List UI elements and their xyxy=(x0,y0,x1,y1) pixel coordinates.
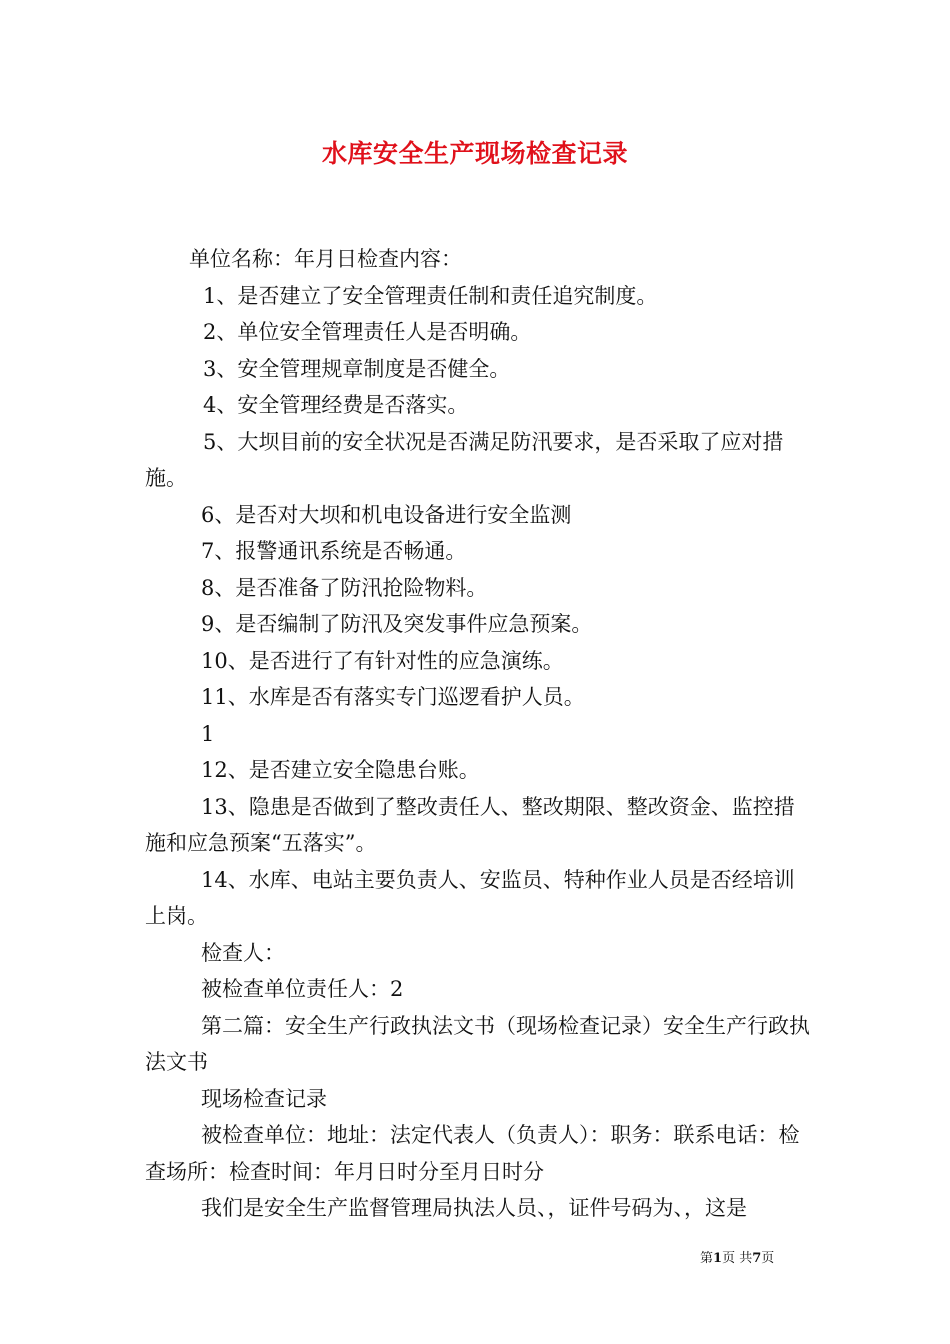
paragraph-inspector: 检查人： xyxy=(201,940,285,965)
paragraph-officer-statement: 我们是安全生产监督管理局执法人员、，证件号码为、，这是 xyxy=(201,1196,747,1220)
document-body xyxy=(145,241,811,1227)
paragraph-item-4: 4、安全管理经费是否落实。 xyxy=(203,393,469,417)
footer-suffix: 页 xyxy=(761,1251,775,1266)
paragraph-inspected-responsible: 被检查单位责任人：2 xyxy=(201,977,404,1001)
paragraph-item-7: 7、报警通讯系统是否畅通。 xyxy=(201,539,467,563)
paragraph-item-10: 10、是否进行了有针对性的应急演练。 xyxy=(201,648,564,673)
paragraph-second-chapter: 第二篇：安全生产行政执法文书（现场检查记录）安全生产行政执法文书 xyxy=(145,1013,810,1074)
paragraph-item-1: 1、是否建立了安全管理责任制和责任追究制度。 xyxy=(203,283,658,308)
paragraph-item-5: 5、大坝目前的安全状况是否满足防汛要求，是否采取了应对措施。 xyxy=(145,429,784,490)
paragraph-item-12: 12、是否建立安全隐患台账。 xyxy=(201,758,480,782)
paragraph-item-9: 9、是否编制了防汛及突发事件应急预案。 xyxy=(201,612,593,636)
paragraph-item-13: 13、隐患是否做到了整改责任人、整改期限、整改资金、监控措施和应急预案“五落实”。 xyxy=(145,794,795,855)
footer-total-pages: 7 xyxy=(752,1251,762,1266)
footer-page-number: 1 xyxy=(713,1251,723,1266)
paragraph-item-2: 2、单位安全管理责任人是否明确。 xyxy=(203,320,532,344)
paragraph-item-11: 11、水库是否有落实专门巡逻看护人员。 xyxy=(201,685,585,709)
inline-page-number-1: 1 xyxy=(201,721,215,746)
footer-prefix: 第 xyxy=(700,1251,714,1266)
document-title: 水库安全生产现场检查记录 xyxy=(321,139,628,168)
paragraph-item-3: 3、安全管理规章制度是否健全。 xyxy=(203,356,511,381)
paragraph-item-8: 8、是否准备了防汛抢险物料。 xyxy=(201,575,488,600)
paragraph-item-6: 6、是否对大坝和机电设备进行安全监测 xyxy=(201,502,572,527)
paragraph-onsite-record: 现场检查记录 xyxy=(201,1086,327,1111)
footer-mid: 页 共 xyxy=(722,1251,753,1266)
paragraph-item-14: 14、水库、电站主要负责人、安监员、特种作业人员是否经培训上岗。 xyxy=(145,867,795,928)
paragraph-unit-info: 单位名称：年月日检查内容： xyxy=(189,247,462,271)
page-footer xyxy=(700,1247,820,1266)
paragraph-inspected-unit: 被检查单位：地址：法定代表人（负责人）：职务：联系电话：检查场所：检查时间：年月日时分至月日时分 xyxy=(145,1123,800,1184)
